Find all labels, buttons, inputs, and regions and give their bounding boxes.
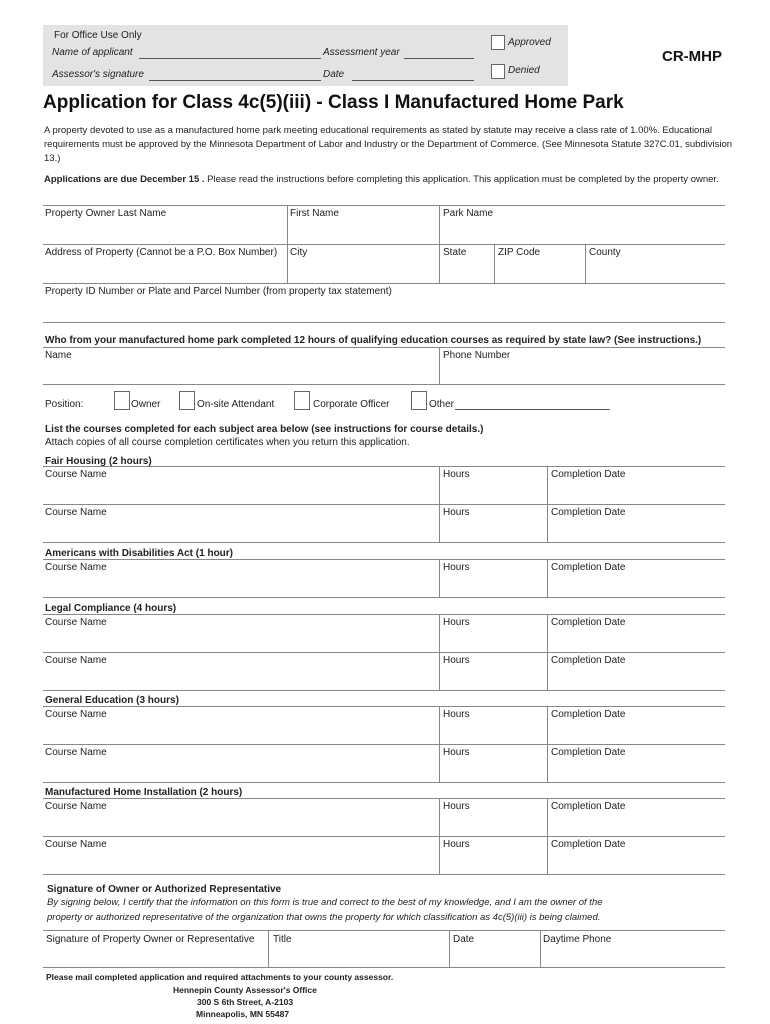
divider — [439, 559, 440, 597]
signer-title-label: Title — [273, 934, 292, 945]
assessment-year-field[interactable] — [404, 58, 474, 59]
courses-heading: List the courses completed for each subject area below (see instructions for course details.) — [45, 424, 484, 435]
hours-field[interactable] — [440, 653, 547, 690]
assessor-office-name: Hennepin County Assessor's Office — [173, 985, 317, 995]
phone-field[interactable] — [440, 348, 725, 384]
divider — [43, 542, 725, 543]
course-name-field[interactable] — [43, 467, 439, 504]
divider — [43, 597, 725, 598]
completion-date-field[interactable] — [548, 707, 725, 744]
denied-label: Denied — [508, 65, 540, 76]
hours-label: Hours — [443, 469, 470, 480]
course-name-field[interactable] — [43, 799, 439, 836]
completion-date-field[interactable] — [548, 745, 725, 782]
course-name-label: Course Name — [45, 801, 107, 812]
approved-checkbox[interactable] — [491, 35, 505, 50]
county-field[interactable] — [586, 245, 725, 283]
assessor-office-street: 300 S 6th Street, A-2103 — [197, 997, 294, 1007]
section-fair-housing: Fair Housing (2 hours) — [45, 456, 152, 467]
hours-field[interactable] — [440, 467, 547, 504]
education-question: Who from your manufactured home park completed 12 hours of qualifying education courses as required by state law? (See instructions.) — [45, 335, 702, 346]
course-name-label: Course Name — [45, 709, 107, 720]
hours-field[interactable] — [440, 560, 547, 597]
hours-label: Hours — [443, 709, 470, 720]
certification-line-1: By signing below, I certify that the information on this form is true and correct to the best of my knowledge, and I am the owner of the — [47, 897, 603, 908]
page-title: Application for Class 4c(5)(iii) - Class I Manufactured Home Park — [43, 92, 624, 113]
intro-paragraph: A property devoted to use as a manufactured home park meeting educational requirements as stated by statute may receive a class rate of 1.00%. Educational requirements must be approved by the Minnesota Department of Labor and Industry or the Department of Commerce. (See Minnesota Statute 327C.01, subdivision 13.) — [44, 125, 733, 164]
assessor-signature-label: Assessor's signature — [52, 69, 144, 80]
owner-checkbox[interactable] — [114, 391, 130, 410]
phone-label: Phone Number — [443, 350, 511, 361]
hours-field[interactable] — [440, 707, 547, 744]
divider — [43, 690, 725, 691]
completion-date-label: Completion Date — [551, 469, 626, 480]
city-label: City — [290, 247, 308, 258]
course-name-field[interactable] — [43, 653, 439, 690]
zip-label: ZIP Code — [498, 247, 541, 258]
signature-heading: Signature of Owner or Authorized Representative — [47, 884, 282, 895]
completion-date-field[interactable] — [548, 615, 725, 652]
owner-signature-field[interactable] — [43, 931, 268, 967]
attendee-name-field[interactable] — [43, 348, 439, 384]
onsite-attendant-checkbox[interactable] — [179, 391, 195, 410]
owner-signature-label: Signature of Property Owner or Representative — [46, 934, 255, 945]
completion-date-field[interactable] — [548, 560, 725, 597]
park-name-label: Park Name — [443, 208, 494, 219]
owner-option-label: Owner — [131, 399, 161, 410]
completion-date-label: Completion Date — [551, 839, 626, 850]
course-name-label: Course Name — [45, 617, 107, 628]
hours-label: Hours — [443, 507, 470, 518]
zip-field[interactable] — [495, 245, 585, 283]
onsite-attendant-option-label: On-site Attendant — [197, 399, 275, 410]
completion-date-field[interactable] — [548, 837, 725, 874]
attendee-name-label: Name — [45, 350, 72, 361]
course-name-field[interactable] — [43, 707, 439, 744]
divider — [547, 559, 548, 597]
hours-label: Hours — [443, 801, 470, 812]
due-date-text: Applications are due December 15 . — [44, 174, 205, 185]
assessor-signature-field[interactable] — [149, 80, 321, 81]
attach-note: Attach copies of all course completion certificates when you return this application. — [45, 437, 410, 448]
corporate-officer-option-label: Corporate Officer — [313, 399, 390, 410]
state-field[interactable] — [440, 245, 494, 283]
office-date-label: Date — [323, 69, 345, 80]
owner-last-name-field[interactable] — [43, 206, 287, 244]
completion-date-label: Completion Date — [551, 562, 626, 573]
park-name-field[interactable] — [440, 206, 725, 244]
course-name-label: Course Name — [45, 469, 107, 480]
office-use-box — [43, 25, 568, 86]
completion-date-label: Completion Date — [551, 709, 626, 720]
mail-instructions: Please mail completed application and required attachments to your county assessor. — [46, 972, 394, 982]
divider — [43, 384, 725, 385]
other-position-field[interactable] — [455, 409, 610, 410]
corporate-officer-checkbox[interactable] — [294, 391, 310, 410]
other-option-label: Other — [429, 399, 455, 410]
due-paragraph — [44, 173, 734, 187]
hours-field[interactable] — [440, 837, 547, 874]
course-name-field[interactable] — [43, 745, 439, 782]
course-name-label: Course Name — [45, 562, 107, 573]
course-name-field[interactable] — [43, 560, 439, 597]
divider — [43, 874, 725, 875]
state-label: State — [443, 247, 467, 258]
hours-field[interactable] — [440, 505, 547, 542]
hours-field[interactable] — [440, 799, 547, 836]
completion-date-label: Completion Date — [551, 617, 626, 628]
denied-checkbox[interactable] — [491, 64, 505, 79]
daytime-phone-field[interactable] — [541, 931, 725, 967]
completion-date-field[interactable] — [548, 653, 725, 690]
approved-label: Approved — [508, 37, 551, 48]
county-label: County — [589, 247, 621, 258]
assessment-year-label: Assessment year — [323, 47, 400, 58]
course-name-label: Course Name — [45, 655, 107, 666]
signature-date-field[interactable] — [450, 931, 540, 967]
hours-label: Hours — [443, 617, 470, 628]
course-name-field[interactable] — [43, 615, 439, 652]
applicant-name-field[interactable] — [139, 58, 321, 59]
completion-date-label: Completion Date — [551, 801, 626, 812]
course-name-label: Course Name — [45, 747, 107, 758]
other-checkbox[interactable] — [411, 391, 427, 410]
section-general-education: General Education (3 hours) — [45, 695, 179, 706]
hours-label: Hours — [443, 655, 470, 666]
owner-last-name-label: Property Owner Last Name — [45, 208, 167, 219]
section-legal-compliance: Legal Compliance (4 hours) — [45, 603, 177, 614]
hours-label: Hours — [443, 562, 470, 573]
divider — [43, 322, 725, 323]
course-name-label: Course Name — [45, 507, 107, 518]
course-name-field[interactable] — [43, 837, 439, 874]
course-name-field[interactable] — [43, 505, 439, 542]
certification-line-2: property or authorized representative of the organization that owns the property for which classification as 4c(5)(iii) is being claimed. — [47, 912, 601, 923]
position-label: Position: — [45, 399, 84, 410]
office-date-field[interactable] — [352, 80, 474, 81]
applicant-name-label: Name of applicant — [52, 47, 133, 58]
section-home-installation: Manufactured Home Installation (2 hours) — [45, 787, 243, 798]
hours-field[interactable] — [440, 615, 547, 652]
form-id: CR-MHP — [662, 48, 722, 65]
daytime-phone-label: Daytime Phone — [543, 934, 612, 945]
signature-date-label: Date — [453, 934, 475, 945]
course-name-label: Course Name — [45, 839, 107, 850]
property-id-field[interactable] — [43, 284, 725, 322]
property-id-label: Property ID Number or Plate and Parcel Number (from property tax statement) — [45, 286, 392, 297]
office-use-title: For Office Use Only — [54, 30, 142, 41]
divider — [43, 782, 725, 783]
address-label: Address of Property (Cannot be a P.O. Box Number) — [45, 247, 278, 258]
hours-label: Hours — [443, 747, 470, 758]
section-ada: Americans with Disabilities Act (1 hour) — [45, 548, 234, 559]
completion-date-label: Completion Date — [551, 747, 626, 758]
completion-date-field[interactable] — [548, 799, 725, 836]
completion-date-label: Completion Date — [551, 507, 626, 518]
address-field[interactable] — [43, 245, 287, 283]
completion-date-field[interactable] — [548, 505, 725, 542]
hours-label: Hours — [443, 839, 470, 850]
due-instructions-text: Please read the instructions before completing this application. This application must be completed by the property owner. — [204, 174, 719, 185]
city-field[interactable] — [288, 245, 439, 283]
divider — [43, 967, 725, 968]
first-name-label: First Name — [290, 208, 339, 219]
completion-date-label: Completion Date — [551, 655, 626, 666]
first-name-field[interactable] — [288, 206, 439, 244]
completion-date-field[interactable] — [548, 467, 725, 504]
signer-title-field[interactable] — [269, 931, 449, 967]
hours-field[interactable] — [440, 745, 547, 782]
assessor-office-city: Minneapolis, MN 55487 — [196, 1009, 290, 1019]
